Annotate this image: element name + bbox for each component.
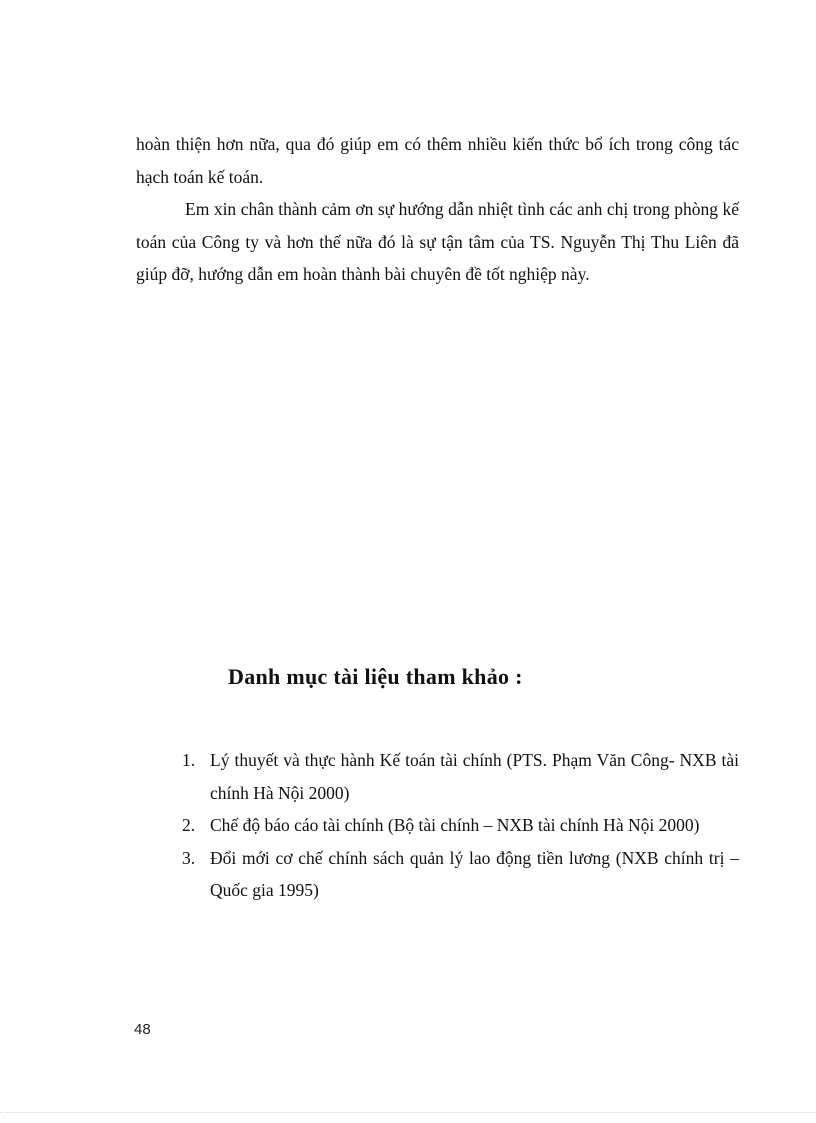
reference-item [182,744,739,809]
reference-text: Đổi mới cơ chế chính sách quản lý lao động tiền lương (NXB chính trị – Quốc gia 1995) [210,847,739,900]
references-heading: Danh mục tài liệu tham khảo : [228,664,523,689]
reference-number: 1. [182,750,196,770]
page-number: 48 [134,1021,151,1038]
body-text [136,128,739,291]
references-list [182,744,739,907]
reference-item [182,842,739,907]
body-paragraph-2: Em xin chân thành cảm ơn sự hướng dẫn nhiệt tình các anh chị trong phòng kế toán của Công ty và hơn thế nữa đó là sự tận tâm của TS. Nguyễn Thị Thu Liên đã giúp đỡ, hướng dẫn em hoàn thành bài chuyên đề tốt nghiệp này. [136,199,739,284]
reference-item [182,809,739,842]
body-paragraph-1: hoàn thiện hơn nữa, qua đó giúp em có thêm nhiều kiến thức bổ ích trong công tác hạch toán kế toán. [136,134,739,187]
reference-text: Chế độ báo cáo tài chính (Bộ tài chính – NXB tài chính Hà Nội 2000) [210,815,700,835]
reference-number: 2. [182,815,196,835]
reference-number: 3. [182,847,196,868]
reference-text: Lý thuyết và thực hành Kế toán tài chính (PTS. Phạm Văn Công- NXB tài chính Hà Nội 2000) [210,750,739,803]
page-bottom-divider [0,1112,816,1113]
